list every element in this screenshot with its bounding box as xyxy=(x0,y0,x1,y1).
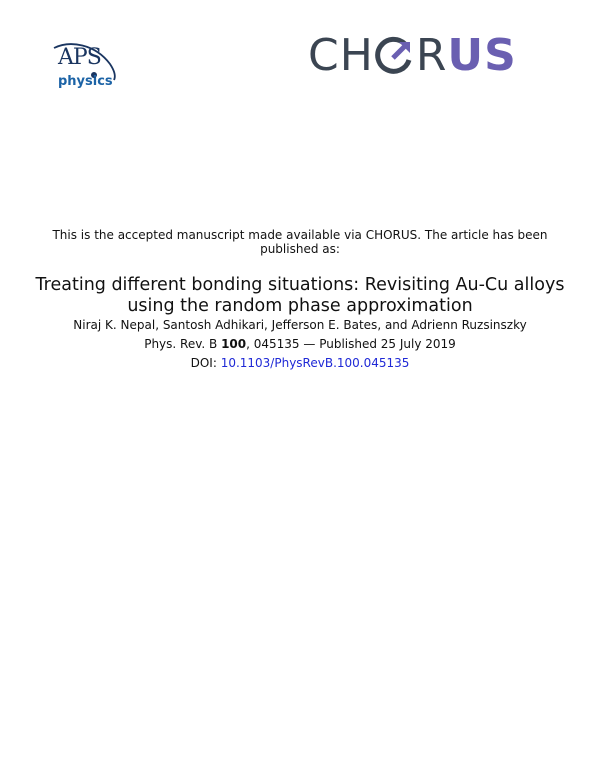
chorus-logo-ch: CH xyxy=(308,30,374,81)
chorus-logo-us: US xyxy=(447,30,517,81)
journal-volume: 100 xyxy=(221,337,247,351)
doi-label: DOI: xyxy=(190,356,221,370)
manuscript-notice: This is the accepted manuscript made available via CHORUS. The article has been published as: xyxy=(52,228,548,256)
article-citation xyxy=(30,337,570,352)
article-doi xyxy=(30,356,570,371)
chorus-logo-r: R xyxy=(415,30,448,81)
aps-logo-text: APS xyxy=(58,45,101,70)
physics-logo-text: physics xyxy=(58,74,113,89)
journal-name: Phys. Rev. B xyxy=(144,337,222,351)
aps-physics-logo xyxy=(50,38,122,98)
article-number-date: , 045135 — Published 25 July 2019 xyxy=(246,337,456,351)
chorus-logo xyxy=(308,28,517,84)
chorus-arrow-icon xyxy=(375,34,415,78)
article-title: Treating different bonding situations: Revisiting Au-Cu alloys using the random phase approximation xyxy=(35,275,565,316)
article-authors: Niraj K. Nepal, Santosh Adhikari, Jefferson E. Bates, and Adrienn Ruzsinszky xyxy=(73,318,527,332)
doi-link[interactable]: 10.1103/PhysRevB.100.045135 xyxy=(220,356,410,370)
